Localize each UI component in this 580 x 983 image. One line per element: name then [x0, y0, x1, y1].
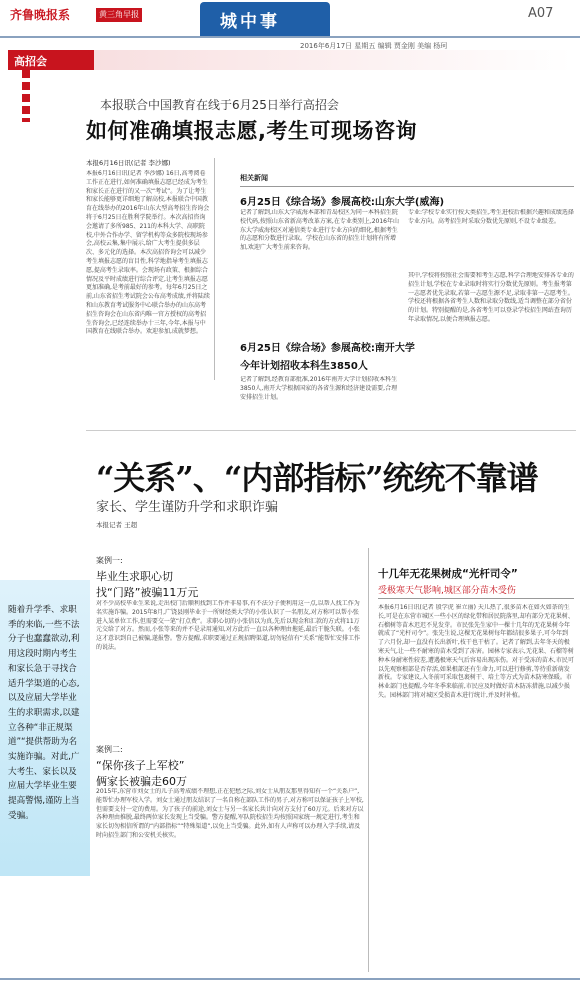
related-item2-title: 6月25日《综合场》参展高校:南开大学 [240, 343, 415, 354]
newspaper-logo: 齐鲁晚报系 [10, 8, 71, 22]
right-article-rule [378, 598, 574, 599]
case2-title-line1: “保你孩子上军校” [96, 759, 185, 772]
article1-body: 本报6月16日讯(记者 李沙娜) 16日,高考阅卷工作正在进行,如何准确填报志愿已经成为考生和家长正在进行的又一次“考试”。为了让考生和家长能够更详细地了解高校,本报联合中国教育在线举办的2016年山东大型高考招生咨询会将于6月25日在胜利学院举行。本次高招咨询会邀请了多所985、211的本科大学、高职院校,中外合作办学、留学机构等众多院校现场参会,高校云集,集中展示,给广大考生提供多层次、多元化的选择。本次高招咨询会可以减少考生填报志愿的盲目性,科学地指导考生填报志愿,提高考生录取率。会现场有政策、根据综合情况及平时成绩进行综合评定,让考生填报志愿更加准确,是考前最好的参考。每年6月25日之前,山东省招生考试院会公布高考成绩,并将陆续和山东教育考试服务中心联合举办的山东高考招生咨询会在山东省内唯一官方授权的高考招生咨询会,已经连续举办十三年,今年,本报与中国教育在线联合举办。欢迎参加,成就梦想。 [86, 170, 210, 336]
article1-kicker: 本报联合中国教育在线于6月25日举行高招会 [100, 98, 339, 112]
right-article-body: 本报6月16日讯(记者 殷学虎 崔立丽) 天儿热了,很多苗木在如火如荼的生长,可是在东营市城区一些小区的绿化带和居民院落里,却有部分无花果树、石榴树等苗木迟迟不见发芽。市民张先生家中一棵十几年的无花果树今年就成了“光杆司令”。张先生说,这棵无花果树每年都结很多果子,可今年到了六月份,却一直没有长出新叶,枝干也干枯了。记者了解到,去年冬天的极寒天气,让一些不耐寒的苗木受到了冻害。园林专家表示,无花果、石榴等树种本身耐寒性较差,遭遇极寒天气后容易出现冻伤。对于受冻的苗木,市民可以先观察根部是否存活,如果根部还有生命力,可以进行修剪,等待重新萌发新枝。专家建议,入冬前可采取包裹树干、培土等方式为苗木防寒保暖。市林业部门也提醒,今年冬季来临前,市民应及时做好苗木防冻措施,以减少损失。园林部门将对城区受损苗木进行统计,并及时补植。 [378, 604, 574, 699]
article1-headline: 如何准确填报志愿,考生可现场咨询 [86, 119, 417, 143]
section-divider [86, 430, 576, 431]
edition-badge: 黄三角早报 [96, 8, 142, 22]
case2-label: 案例二: [96, 745, 123, 754]
page-number: A07 [528, 6, 554, 21]
case1-label: 案例一: [96, 556, 123, 565]
flag-decoration [22, 70, 30, 122]
case2-title-line2: 俩家长被骗走60万 [96, 775, 187, 788]
article2-subhead: 家长、学生谨防升学和求职诈骗 [96, 500, 279, 515]
article1-byline: 本报6月16日讯(记者 李沙娜) [86, 159, 171, 167]
case2-body: 2015年,东营市刘女士的儿子高考成绩不理想,正在犯愁之际,刘女士从朋友那里得知有一个“关系户”,能帮忙办理军校入学。刘女士通过朋友结识了一名自称在部队工作的男子,对方称可以保证孩子上军校,但需要支付一定的费用。为了孩子的前途,刘女士与另一名家长共计向对方支付了60万元。后来对方以各种理由推脱,最终两位家长发现上当受骗。警方提醒,军队院校招生均按照国家统一规定进行,考生和家长切勿相信所谓的“内部指标”“特殊渠道”,以免上当受骗。此外,如有人声称可以办理入学手续,请及时向招生部门和公安机关核实。 [96, 788, 364, 839]
bottom-rule [0, 978, 580, 980]
related-item1-body: 记者了解到,山东大学威海本部和青岛校区为同一本科招生院校代码,按照山东省新高考改革方案,在专业类别上,2016年山东大学威海校区对通信类专业进行专业方向的细化,根据考生的志愿和分数进行录取。学校在山东省的招生计划将有所增加,欢迎广大考生前来咨询。 [240, 209, 399, 252]
sidebar-intro: 随着升学季、求职季的来临,一些不法分子也蠢蠢欲动,利用这段时期内考生和家长急于寻找合适升学渠道的心态,以及应届大学毕业生的求职需求,以建立各种“非正规渠道”“提供帮助为名实施诈骗。对此,广大考生、家长以及应届大学毕业生要提高警惕,谨防上当受骗。 [8, 605, 80, 821]
section-band [94, 50, 572, 70]
top-rule [0, 36, 580, 38]
related-item1-title: 6月25日《综合场》参展高校:山东大学(威海) [240, 197, 445, 208]
case1-title-line2: 找“门路”被骗11万元 [96, 586, 199, 599]
article2-byline: 本报记者 王超 [96, 521, 138, 529]
related-news-label: 相关新闻 [240, 174, 268, 182]
related-rule [240, 186, 574, 187]
column-divider [214, 158, 215, 380]
issue-meta: 2016年6月17日 星期五 编辑 贾金刚 美编 杨珂 [300, 42, 448, 50]
case1-title-line1: 毕业生求职心切 [96, 570, 173, 583]
related-item1-body-cont: 专业:学校专业实行按大类招生,考生进校后根据兴趣和成绩选择专业方向。高考招生时采取分数优先原则,不设专业级差。 [408, 209, 574, 225]
related-item2-body-cont: 其中,学校将按照社会需要和考生志愿,科学合理地安排各专业的招生计划,学校在专业录取时将实行分数优先原则。考生报考第一志愿者优先录取,若第一志愿生源不足,录取非第一志愿考生。学校还将根据各省考生人数和录取分数线,适当调整在部分省份的计划。特别提醒的是,各省考生可以登录学校招生网站查询历年录取情况,以便合理填报志愿。 [408, 272, 574, 323]
column-divider [368, 548, 369, 972]
related-item2-subtitle: 今年计划招收本科生3850人 [240, 361, 368, 372]
article2-headline: “关系”、“内部指标”统统不靠谱 [96, 459, 538, 497]
section-title: 城中事 [220, 12, 280, 32]
related-item2-body: 记者了解到,经教育部批准,2016年南开大学计划招收本科生3850人,南开大学根据国家的各省生源和经济建设需要,合理安排招生计划。 [240, 376, 398, 401]
right-article-headline: 十几年无花果树成“光杆司令” [378, 568, 518, 580]
right-article-subhead: 受极寒天气影响,城区部分苗木受伤 [378, 586, 516, 596]
case1-body: 对不少高校毕业生来说,走出校门后顺利找到工作并非易事,有不法分子便利用这一点,以帮人找工作为名实施诈骗。2015年8月,广饶县刚毕业于一所财经类大学的小张认识了一名朋友,对方称可以帮小张进入某单位工作,但需要交一笔“打点费”。求职心切的小张信以为真,先后以现金和汇款的方式将11万元交给了对方。然而,小张等来的并不是录用通知,对方此后一直以各种理由拖延,最后干脆失联。小张这才意识到自己被骗,遂报警。警方提醒,求职要通过正规招聘渠道,切勿轻信有“关系”能帮忙安排工作的说法。 [96, 600, 360, 651]
section-tag-label: 高招会 [14, 55, 47, 68]
